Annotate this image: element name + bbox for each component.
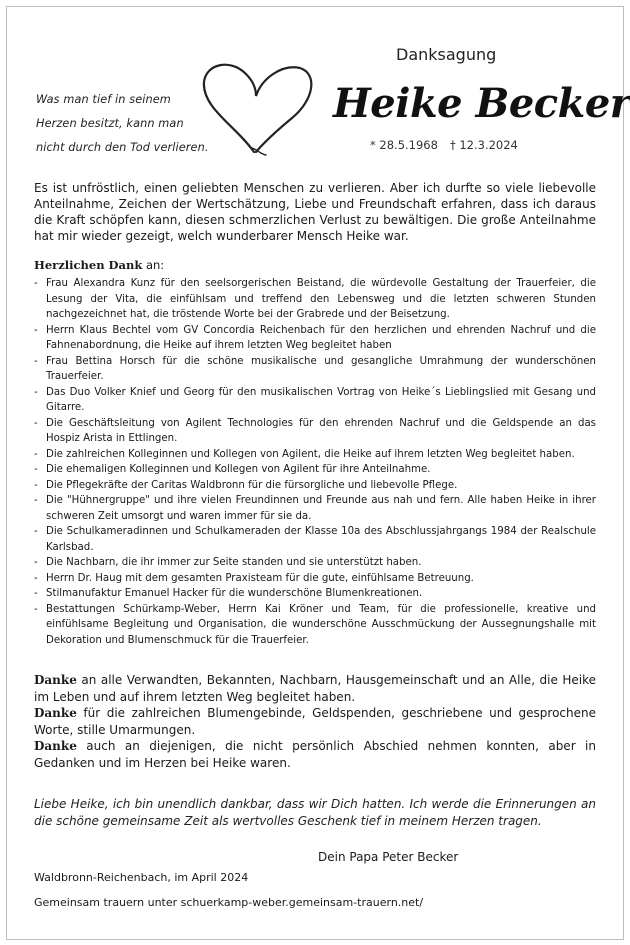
death-date: † 12.3.2024: [449, 138, 518, 152]
thanks-list: [34, 276, 596, 648]
list-item: - Bestattungen Schürkamp-Weber, Herrn Kai Kröner und Team, für die professionelle, kreative und einfühlsame Begleitung und Organisation, die wunderschöne Ausschmückung der Aussegnungshalle mit Dekoration und Blumenschmuck für die Trauerfeier.: [34, 602, 596, 649]
heart-icon: [196, 56, 318, 156]
list-item: - Die zahlreichen Kolleginnen und Kollegen von Agilent, die Heike auf ihrem letzten Weg begleitet haben.: [34, 447, 596, 463]
list-item: - Frau Alexandra Kunz für den seelsorgerischen Beistand, die würdevolle Gestaltung der Trauerfeier, die Lesung der Vita, die einfühlsam und treffend den Lebensweg und die letzten schweren Stunden nachgezeichnet hat, die tröstende Worte bei der Grabrede und der Beisetzung.: [34, 276, 596, 323]
list-item: - Die Pflegekräfte der Caritas Waldbronn für die fürsorgliche und liebevolle Pflege.: [34, 478, 596, 494]
place-date: Waldbronn-Reichenbach, im April 2024: [34, 871, 249, 884]
list-item: - Herrn Klaus Bechtel vom GV Concordia Reichenbach für den herzlichen und ehrenden Nachruf und die Fahnenabordnung, die Heike auf ihrem letzten Weg begleitet haben: [34, 323, 596, 354]
list-item: - Das Duo Volker Knief und Georg für den musikalischen Vortrag von Heike´s Lieblingslied mit Gesang und Gitarre.: [34, 385, 596, 416]
list-item: - Herrn Dr. Haug mit dem gesamten Praxisteam für die gute, einfühlsame Betreuung.: [34, 571, 596, 587]
danke-paragraph: [34, 672, 596, 705]
quote-line: Herzen besitzt, kann man: [36, 117, 184, 130]
list-item: - Die Geschäftsleitung von Agilent Technologies für den ehrenden Nachruf und die Geldspende an das Hospiz Arista in Ettlingen.: [34, 416, 596, 447]
danke-text: für die zahlreichen Blumengebinde, Geldspenden, geschriebene und gesprochene Worte, stille Umarmungen.: [34, 706, 596, 737]
list-item: - Die ehemaligen Kolleginnen und Kollegen von Agilent für ihre Anteilnahme.: [34, 462, 596, 478]
online-memorial-link[interactable]: Gemeinsam trauern unter schuerkamp-weber.gemeinsam-trauern.net/: [34, 896, 424, 909]
danke-bold: Danke: [34, 706, 77, 720]
thanks-heading: [34, 258, 164, 272]
quote-line: Was man tief in seinem: [36, 93, 171, 106]
danke-bold: Danke: [34, 739, 77, 753]
list-item: - Die Schulkameradinnen und Schulkameraden der Klasse 10a des Abschlussjahrgangs 1984 der Realschule Karlsbad.: [34, 524, 596, 555]
danke-text: an alle Verwandten, Bekannten, Nachbarn, Hausgemeinschaft und an Alle, die Heike im Leben und auf ihrem letzten Weg begleitet haben.: [34, 673, 596, 704]
danke-bold: Danke: [34, 673, 77, 687]
list-item: - Frau Bettina Horsch für die schöne musikalische und gesangliche Umrahmung der wunderschönen Trauerfeier.: [34, 354, 596, 385]
quote-line: nicht durch den Tod verlieren.: [36, 141, 209, 154]
list-item: - Stilmanufaktur Emanuel Hacker für die wunderschöne Blumenkreationen.: [34, 586, 596, 602]
deceased-name: Heike Becker: [333, 80, 630, 127]
thanks-heading-bold: Herzlichen Dank: [34, 258, 143, 272]
list-item: - Die Nachbarn, die ihr immer zur Seite standen und sie unterstützt haben.: [34, 555, 596, 571]
danke-paragraph: [34, 738, 596, 771]
list-item: - Die "Hühnergruppe" und ihre vielen Freundinnen und Freunde aus nah und fern. Alle haben Heike in ihrer schweren Zeit umsorgt und waren immer für sie da.: [34, 493, 596, 524]
birth-date: * 28.5.1968: [370, 138, 438, 152]
danke-paragraph: [34, 705, 596, 738]
intro-paragraph: Es ist unfröstlich, einen geliebten Menschen zu verlieren. Aber ich durfte so viele liebevolle Anteilnahme, Zeichen der Wertschätzung, Liebe und Freundschaft erfahren, dass ich daraus die Kraft schöpfen kann, diesen schmerzlichen Verlust zu bewältigen. Die große Anteilnahme hat mir wieder gezeigt, welch wunderbarer Mensch Heike war.: [34, 181, 596, 243]
closing-message: Liebe Heike, ich bin unendlich dankbar, dass wir Dich hatten. Ich werde die Erinnerungen an die schöne gemeinsame Zeit als wertvolles Geschenk tief in meinem Herzen tragen.: [34, 797, 596, 828]
page-title: Danksagung: [396, 45, 497, 64]
life-dates: [370, 138, 518, 152]
thanks-heading-rest: an:: [142, 258, 165, 272]
signature: Dein Papa Peter Becker: [318, 850, 459, 864]
danke-text: auch an diejenigen, die nicht persönlich Abschied nehmen konnten, aber in Gedanken und im Herzen bei Heike waren.: [34, 739, 596, 770]
danke-section: [34, 672, 596, 771]
